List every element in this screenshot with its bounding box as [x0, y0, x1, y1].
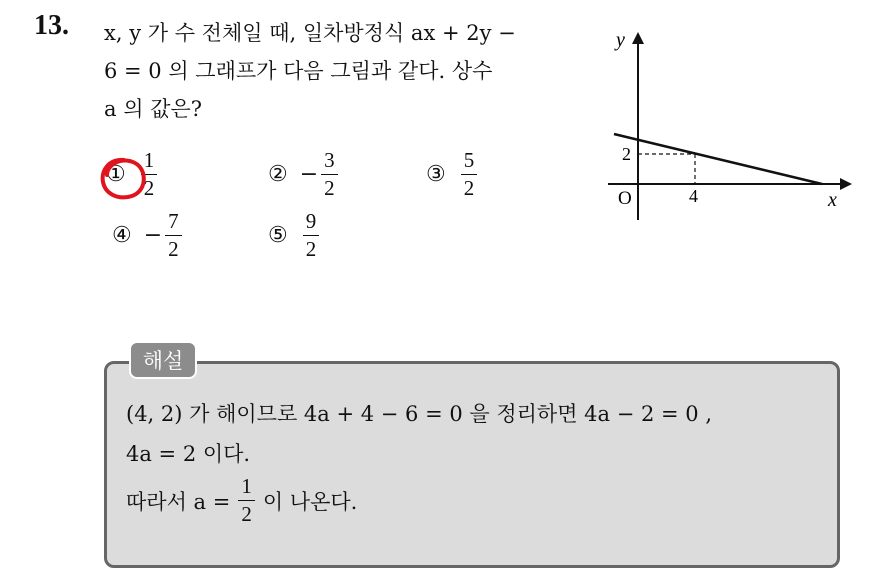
choice-4-fraction: $\frac{7}{2}$ — [165, 211, 182, 260]
choice-3[interactable] — [426, 150, 477, 199]
choice-3-fraction: $\frac{5}{2}$ — [461, 150, 478, 199]
solution-fraction: $\frac{1}{2}$ — [238, 476, 255, 525]
solution-line-2: 4a = 2 이다. — [126, 442, 251, 466]
x-tick-label: 4 — [689, 186, 698, 206]
question-number: 13. — [34, 10, 69, 41]
question-text — [104, 14, 594, 128]
y-tick-label: 2 — [622, 144, 631, 164]
question-line-2: 6 = 0 의 그래프가 다음 그림과 같다. 상수 — [104, 59, 493, 83]
question-line-3: a 의 값은? — [104, 97, 202, 121]
choice-2-number: ② — [268, 162, 288, 187]
choice-5-fraction: $\frac{9}{2}$ — [303, 211, 320, 260]
choice-2[interactable]: ② − $\frac{3}{2}$ — [268, 150, 338, 199]
choice-5-number: ⑤ — [268, 223, 288, 248]
y-axis-label: y — [616, 29, 625, 51]
choice-5[interactable] — [268, 211, 319, 260]
selected-circle-mark-icon — [98, 155, 150, 203]
choice-1-number: ① — [106, 162, 126, 187]
origin-label: O — [618, 188, 632, 209]
question-line-1: x, y 가 수 전체일 때, 일차방정식 ax + 2y − — [104, 21, 516, 45]
choice-4[interactable]: ④ − $\frac{7}{2}$ — [112, 211, 182, 260]
graph-line — [614, 134, 822, 184]
solution-tag: 해설 — [129, 341, 197, 379]
choice-1-fraction: $\frac{1}{2}$ — [141, 150, 158, 199]
x-axis-label: x — [828, 189, 837, 211]
choice-2-fraction: $\frac{3}{2}$ — [321, 150, 338, 199]
solution-line-1: (4, 2) 가 해이므로 4a + 4 − 6 = 0 을 정리하면 4a − 2 = 0 , — [126, 402, 713, 426]
choice-3-number: ③ — [426, 162, 446, 187]
coordinate-graph — [602, 26, 862, 226]
choice-4-number: ④ — [112, 223, 132, 248]
y-axis-arrow-icon — [632, 32, 644, 44]
x-axis-arrow-icon — [840, 178, 852, 190]
solution-line-3: 따라서 a = $\frac{1}{2}$ 이 나온다. — [126, 474, 358, 526]
